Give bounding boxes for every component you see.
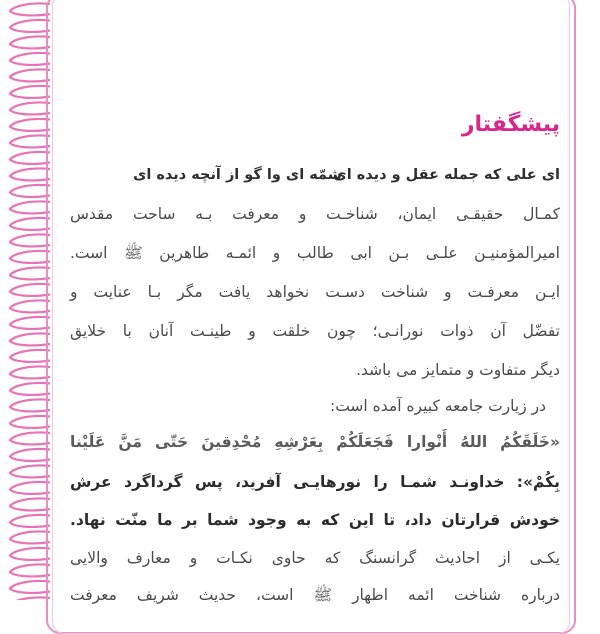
translation-line: بِکُمْ»: خداونـد شمـا را نورهایـی آفرید، پس گرداگرد عرش — [70, 473, 560, 491]
spiral-coil — [10, 86, 50, 98]
body-line: امیرالمؤمنیـن علـی بـن ابی طالب و ائمـه طاهرین ﷺ است. — [70, 244, 560, 262]
spiral-coil — [10, 218, 50, 230]
spiral-coil — [10, 350, 50, 362]
spiral-coil — [10, 119, 50, 131]
spiral-coil — [10, 333, 50, 345]
spiral-coil — [10, 416, 50, 428]
body-line: یکـی از احادیث گرانسنگ که حاوی نکـات و معارف والایی — [70, 549, 560, 567]
spiral-coil — [10, 69, 50, 81]
spiral-coil — [10, 3, 50, 15]
spiral-coil — [10, 482, 50, 494]
spiral-coil — [10, 300, 50, 312]
poem-verse — [70, 167, 560, 191]
body-line: دیگر متفاوت و متمایز می باشد. — [356, 361, 560, 379]
spiral-coil — [10, 531, 50, 543]
spiral-coil — [10, 366, 50, 378]
spiral-coil — [10, 317, 50, 329]
spiral-coil — [10, 20, 50, 32]
poem-hemistich-1: ای علی که جمله عقل و دیده ای — [333, 167, 560, 183]
spiral-coil — [10, 432, 50, 444]
spiral-coil — [10, 498, 50, 510]
translation-line: خودش قرارتان داد، تا این که به وجود شما بر ما منّت نهاد. — [70, 511, 560, 529]
body-line: درباره شناخت ائمه اطهار ﷺ است، حدیث شریف معرفت — [70, 586, 560, 604]
spiral-coil — [10, 234, 50, 246]
spiral-coil — [10, 399, 50, 411]
body-line: ایـن معرفـت و شناخت دسـت نخواهد یافت مگر بـا عنایت و — [70, 283, 560, 301]
spiral-coil — [10, 548, 50, 560]
spiral-coil — [10, 53, 50, 65]
spiral-coil — [10, 102, 50, 114]
document-page — [70, 0, 560, 604]
spiral-coil — [10, 185, 50, 197]
quote-line: «خَلَقَکُمُ اللهُ أَنْوارا فَجَعَلَکُمْ بِعَرْشِهِ مُحْدِقینَ حَتّی مَنَّ عَلَیْنا — [70, 433, 560, 451]
spiral-coil — [10, 168, 50, 180]
spiral-coil — [10, 581, 50, 593]
body-line: کمـال حقیقـی ایمان، شناخـت و معرفت بـه ساحت مقدس — [70, 205, 560, 223]
body-line: تفضّل آن ذوات نورانـی؛ چون خلقت و طینـت آنان با خلایق — [70, 322, 560, 340]
body-line: در زیارت جامعه کبیره آمده است: — [329, 397, 546, 415]
spiral-coil — [10, 284, 50, 296]
spiral-coil — [10, 515, 50, 527]
spiral-coil — [10, 135, 50, 147]
spiral-coil — [10, 267, 50, 279]
page-heading: پیشگفتار — [461, 112, 560, 137]
spiral-coil — [10, 449, 50, 461]
spiral-coil — [10, 201, 50, 213]
spiral-coil — [10, 251, 50, 263]
spiral-coil — [10, 152, 50, 164]
spiral-coil — [10, 564, 50, 576]
spiral-coil — [10, 465, 50, 477]
spiral-coil — [10, 36, 50, 48]
poem-hemistich-2: شمّه ای وا گو از آنچه دیده ای — [133, 167, 342, 183]
spiral-coil — [10, 383, 50, 395]
